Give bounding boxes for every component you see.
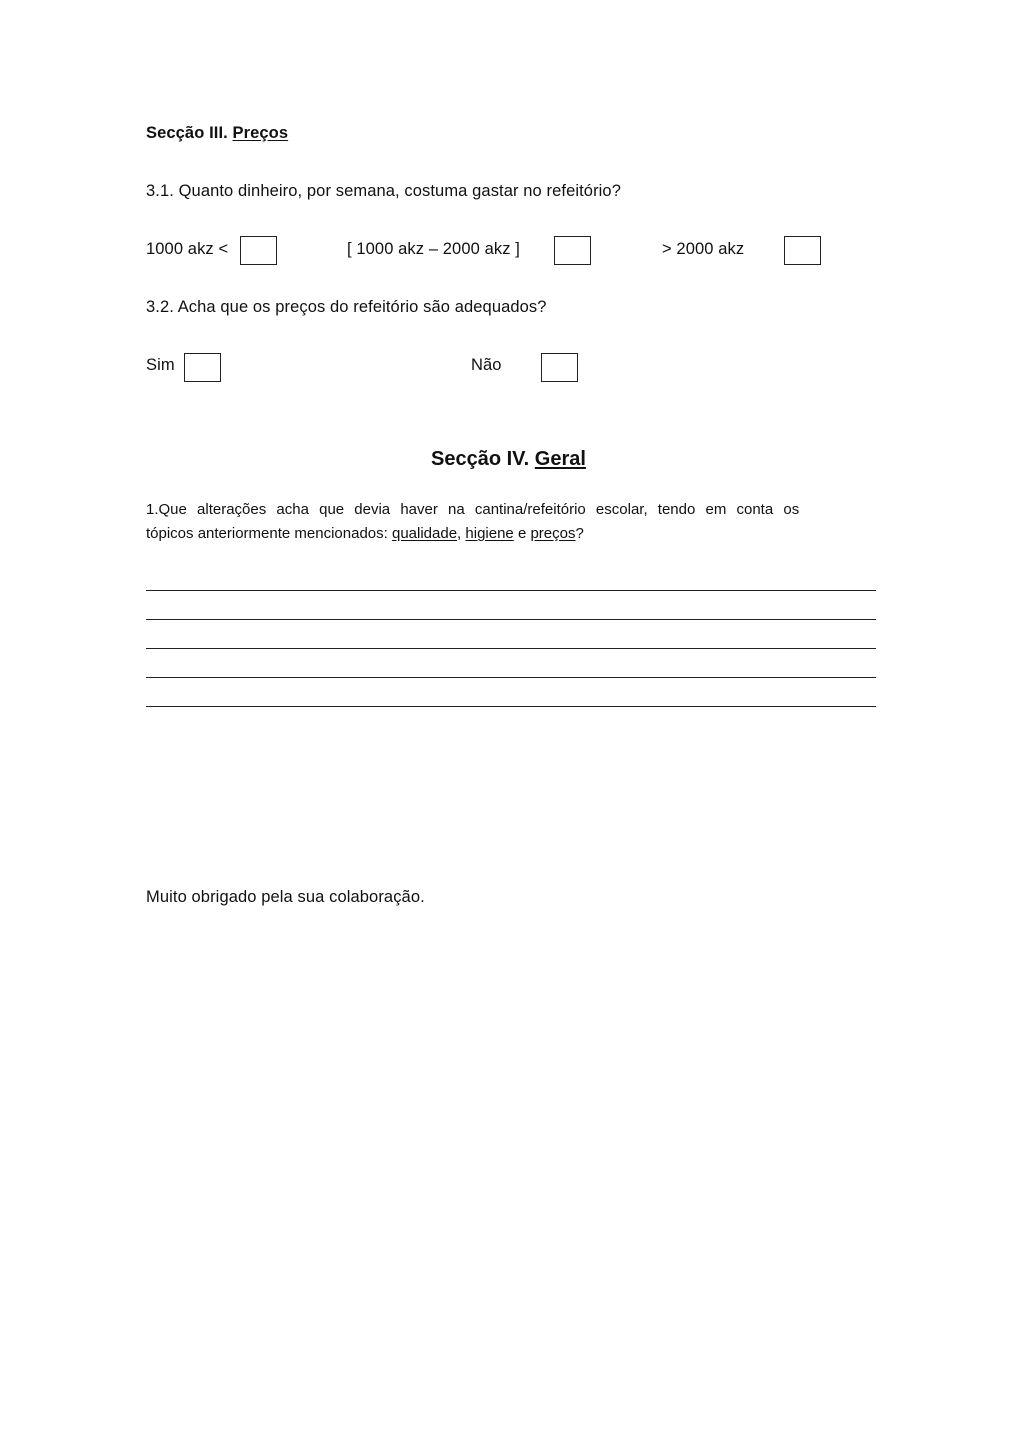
option-sim-checkbox[interactable]	[184, 353, 221, 382]
section-4-title	[431, 448, 586, 471]
answer-line[interactable]	[146, 677, 876, 678]
section-3-title-topic: Preços	[232, 124, 289, 142]
option-less-1000-label: 1000 akz <	[146, 240, 229, 258]
question-4-1-line1: 1.Que alterações acha que devia haver na cantina/refeitório escolar, tendo em conta os	[146, 501, 800, 518]
option-sim-label: Sim	[146, 356, 175, 374]
answer-line[interactable]	[146, 590, 876, 591]
option-nao-label: Não	[471, 356, 502, 374]
question-3-1: 3.1. Quanto dinheiro, por semana, costuma gastar no refeitório?	[146, 182, 621, 200]
section-3-title-prefix: Secção III.	[146, 124, 228, 142]
question-4-1-line2	[146, 522, 584, 546]
topic-higiene: higiene	[465, 525, 514, 542]
section-3-title	[146, 124, 288, 143]
section-4-title-prefix: Secção IV.	[431, 448, 530, 470]
option-1000-2000-label: [ 1000 akz – 2000 akz ]	[347, 240, 520, 258]
topic-qualidade: qualidade	[391, 525, 458, 542]
answer-line[interactable]	[146, 619, 876, 620]
option-less-1000-checkbox[interactable]	[240, 236, 277, 265]
answer-line[interactable]	[146, 706, 876, 707]
option-nao-checkbox[interactable]	[541, 353, 578, 382]
closing-text: Muito obrigado pela sua colaboração.	[146, 888, 425, 906]
topic-separator-1: ,	[457, 525, 466, 542]
topic-precos: preços	[530, 525, 576, 542]
topic-separator-2: e	[513, 525, 531, 542]
question-4-1-prefix: tópicos anteriormente mencionados:	[146, 525, 392, 542]
answer-line[interactable]	[146, 648, 876, 649]
section-4-title-topic: Geral	[534, 448, 586, 470]
option-more-2000-checkbox[interactable]	[784, 236, 821, 265]
question-3-2: 3.2. Acha que os preços do refeitório são adequados?	[146, 298, 547, 316]
option-more-2000-label: > 2000 akz	[662, 240, 745, 258]
question-4-1-end: ?	[575, 525, 584, 542]
option-1000-2000-checkbox[interactable]	[554, 236, 591, 265]
